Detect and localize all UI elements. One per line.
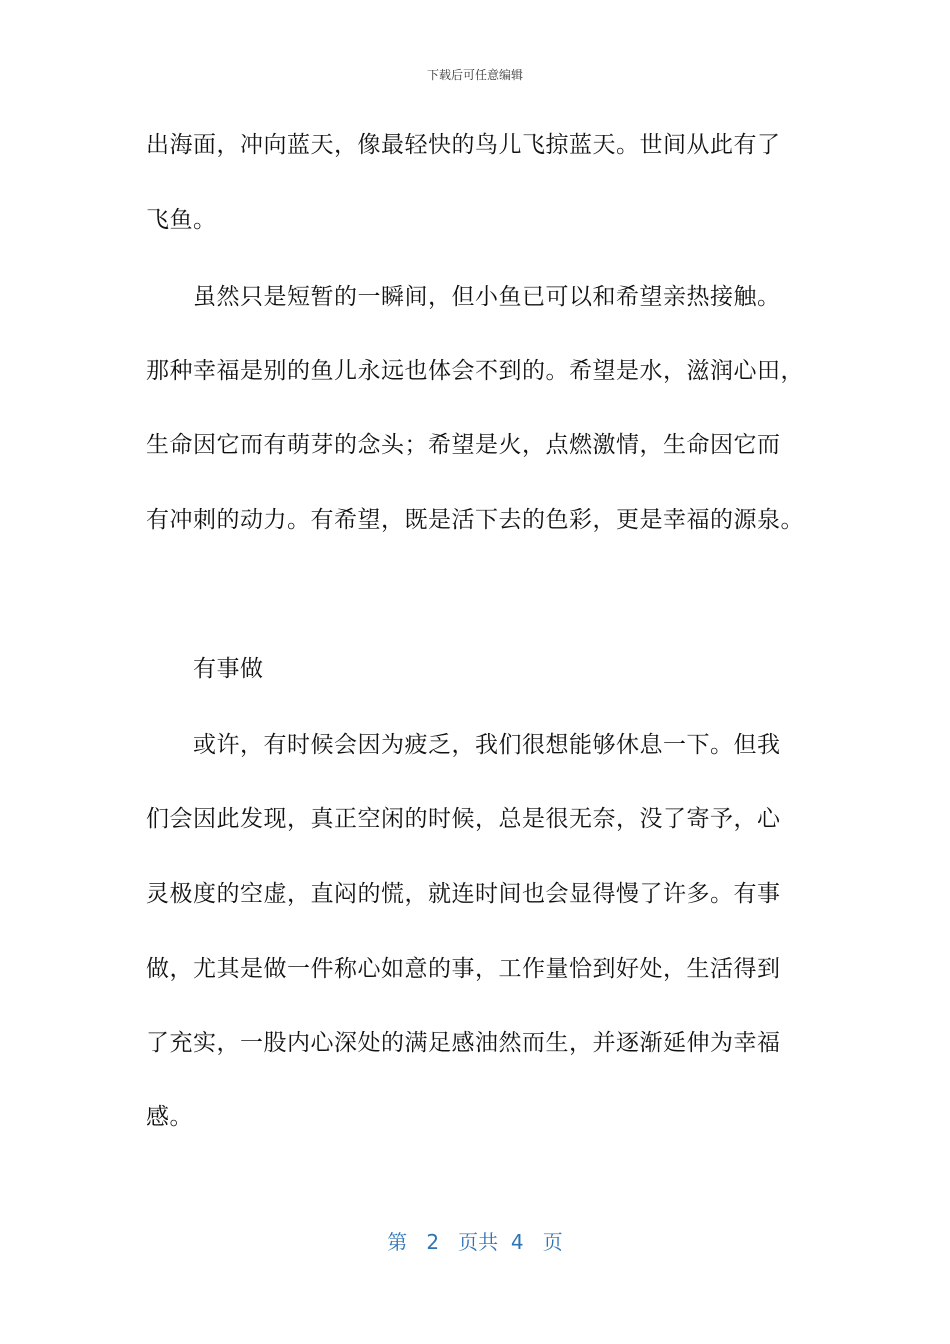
- body-line: 飞鱼。: [146, 207, 217, 233]
- total-pages: 4: [510, 1230, 524, 1254]
- body-line: 了充实，一股内心深处的满足感油然而生，并逐渐延伸为幸福: [146, 1030, 781, 1056]
- body-line: 有冲刺的动力。有希望，既是活下去的色彩，更是幸福的源泉。: [146, 507, 804, 533]
- body-line: 做，尤其是做一件称心如意的事，工作量恰到好处，生活得到: [146, 956, 781, 982]
- body-line: 那种幸福是别的鱼儿永远也体会不到的。希望是水，滋润心田，: [146, 358, 804, 384]
- body-line: 们会因此发现，真正空闲的时候，总是很无奈，没了寄予，心: [146, 806, 781, 832]
- current-page: 2: [426, 1230, 440, 1254]
- body-line: 灵极度的空虚，直闷的慌，就连时间也会显得慢了许多。有事: [146, 881, 781, 907]
- body-line: 虽然只是短暂的一瞬间，但小鱼已可以和希望亲热接触。: [193, 284, 781, 310]
- page-label-mid: 页共: [458, 1230, 499, 1254]
- page-number-footer: [0, 1226, 950, 1255]
- page-label-suffix: 页: [542, 1230, 563, 1254]
- body-line: 或许，有时候会因为疲乏，我们很想能够休息一下。但我: [193, 732, 781, 758]
- body-line: 生命因它而有萌芽的念头；希望是火，点燃激情，生命因它而: [146, 432, 781, 458]
- header-note: 下载后可任意编辑: [426, 68, 523, 82]
- page-label-prefix: 第: [387, 1230, 408, 1254]
- body-line: 感。: [146, 1104, 193, 1130]
- body-line: 出海面，冲向蓝天，像最轻快的鸟儿飞掠蓝天。世间从此有了: [146, 132, 781, 158]
- section-heading: 有事做: [193, 656, 264, 682]
